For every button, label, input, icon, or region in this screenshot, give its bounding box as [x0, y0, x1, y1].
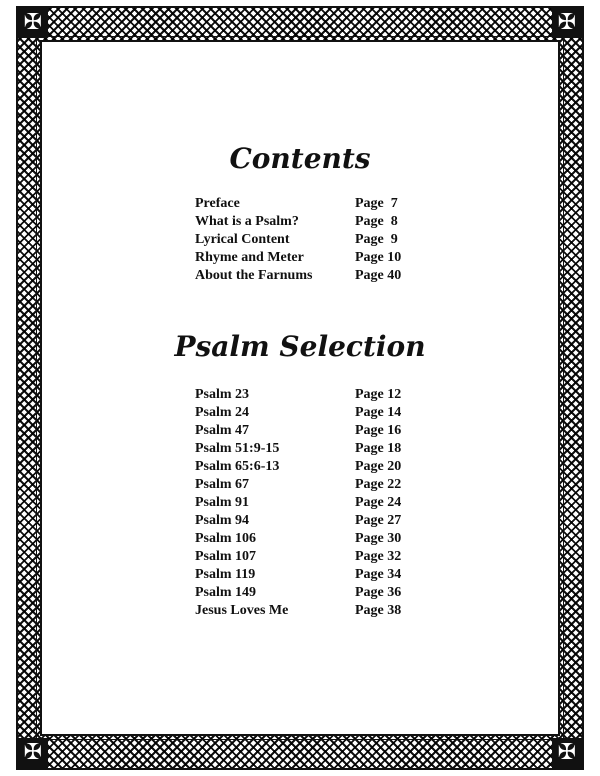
- psalm-page: Page 20: [355, 459, 402, 474]
- psalm-entry: [195, 404, 425, 422]
- toc-entry: [195, 195, 425, 213]
- psalm-title: Psalm 106: [195, 531, 257, 546]
- psalm-page: Page 30: [355, 531, 402, 546]
- psalm-page: Page 36: [355, 585, 402, 600]
- toc-title: About the Farnums: [195, 268, 313, 283]
- psalm-page: Page 14: [355, 405, 402, 420]
- psalm-title: Psalm 51:9-15: [195, 441, 280, 456]
- toc-page: Page 9: [355, 232, 398, 247]
- toc-page: Page 10: [355, 250, 402, 265]
- psalm-page: Page 38: [355, 603, 402, 618]
- contents-heading: Contents: [229, 142, 371, 175]
- psalm-page: Page 22: [355, 477, 402, 492]
- celtic-cross-icon: ✠: [552, 8, 582, 38]
- contents-list: [195, 195, 425, 285]
- psalm-selection-heading: Psalm Selection: [174, 330, 426, 363]
- psalm-title: Psalm 65:6-13: [195, 459, 280, 474]
- celtic-cross-icon: ✠: [18, 8, 48, 38]
- toc-entry: [195, 249, 425, 267]
- toc-title: Preface: [195, 196, 240, 211]
- toc-title: Rhyme and Meter: [195, 250, 304, 265]
- psalm-entry: [195, 494, 425, 512]
- toc-page: Page 8: [355, 214, 398, 229]
- toc-entry: [195, 213, 425, 231]
- psalm-title: Psalm 149: [195, 585, 257, 600]
- psalm-entry: [195, 602, 425, 620]
- psalm-entry: [195, 386, 425, 404]
- psalm-title: Psalm 107: [195, 549, 257, 564]
- psalm-entry: [195, 512, 425, 530]
- psalm-selection-list: [195, 386, 425, 620]
- psalm-title: Psalm 24: [195, 405, 250, 420]
- psalm-page: Page 24: [355, 495, 402, 510]
- psalm-page: Page 34: [355, 567, 402, 582]
- psalm-page: Page 27: [355, 513, 402, 528]
- psalm-entry: [195, 530, 425, 548]
- psalm-title: Psalm 119: [195, 567, 256, 582]
- toc-title: What is a Psalm?: [195, 214, 299, 229]
- toc-title: Lyrical Content: [195, 232, 290, 247]
- psalm-title: Psalm 67: [195, 477, 250, 492]
- psalm-page: Page 16: [355, 423, 402, 438]
- toc-entry: [195, 267, 425, 285]
- psalm-title: Psalm 23: [195, 387, 250, 402]
- psalm-entry: [195, 548, 425, 566]
- toc-page: Page 7: [355, 196, 398, 211]
- celtic-cross-icon: ✠: [552, 738, 582, 768]
- celtic-cross-icon: ✠: [18, 738, 48, 768]
- psalm-page: Page 18: [355, 441, 402, 456]
- psalm-title: Jesus Loves Me: [195, 603, 289, 618]
- psalm-page: Page 12: [355, 387, 402, 402]
- psalm-entry: [195, 440, 425, 458]
- psalm-title: Psalm 91: [195, 495, 250, 510]
- psalm-entry: [195, 458, 425, 476]
- psalm-title: Psalm 94: [195, 513, 250, 528]
- psalm-title: Psalm 47: [195, 423, 250, 438]
- psalm-entry: [195, 566, 425, 584]
- psalm-entry: [195, 584, 425, 602]
- psalm-entry: [195, 422, 425, 440]
- psalm-entry: [195, 476, 425, 494]
- psalm-page: Page 32: [355, 549, 402, 564]
- toc-page: Page 40: [355, 268, 402, 283]
- toc-entry: [195, 231, 425, 249]
